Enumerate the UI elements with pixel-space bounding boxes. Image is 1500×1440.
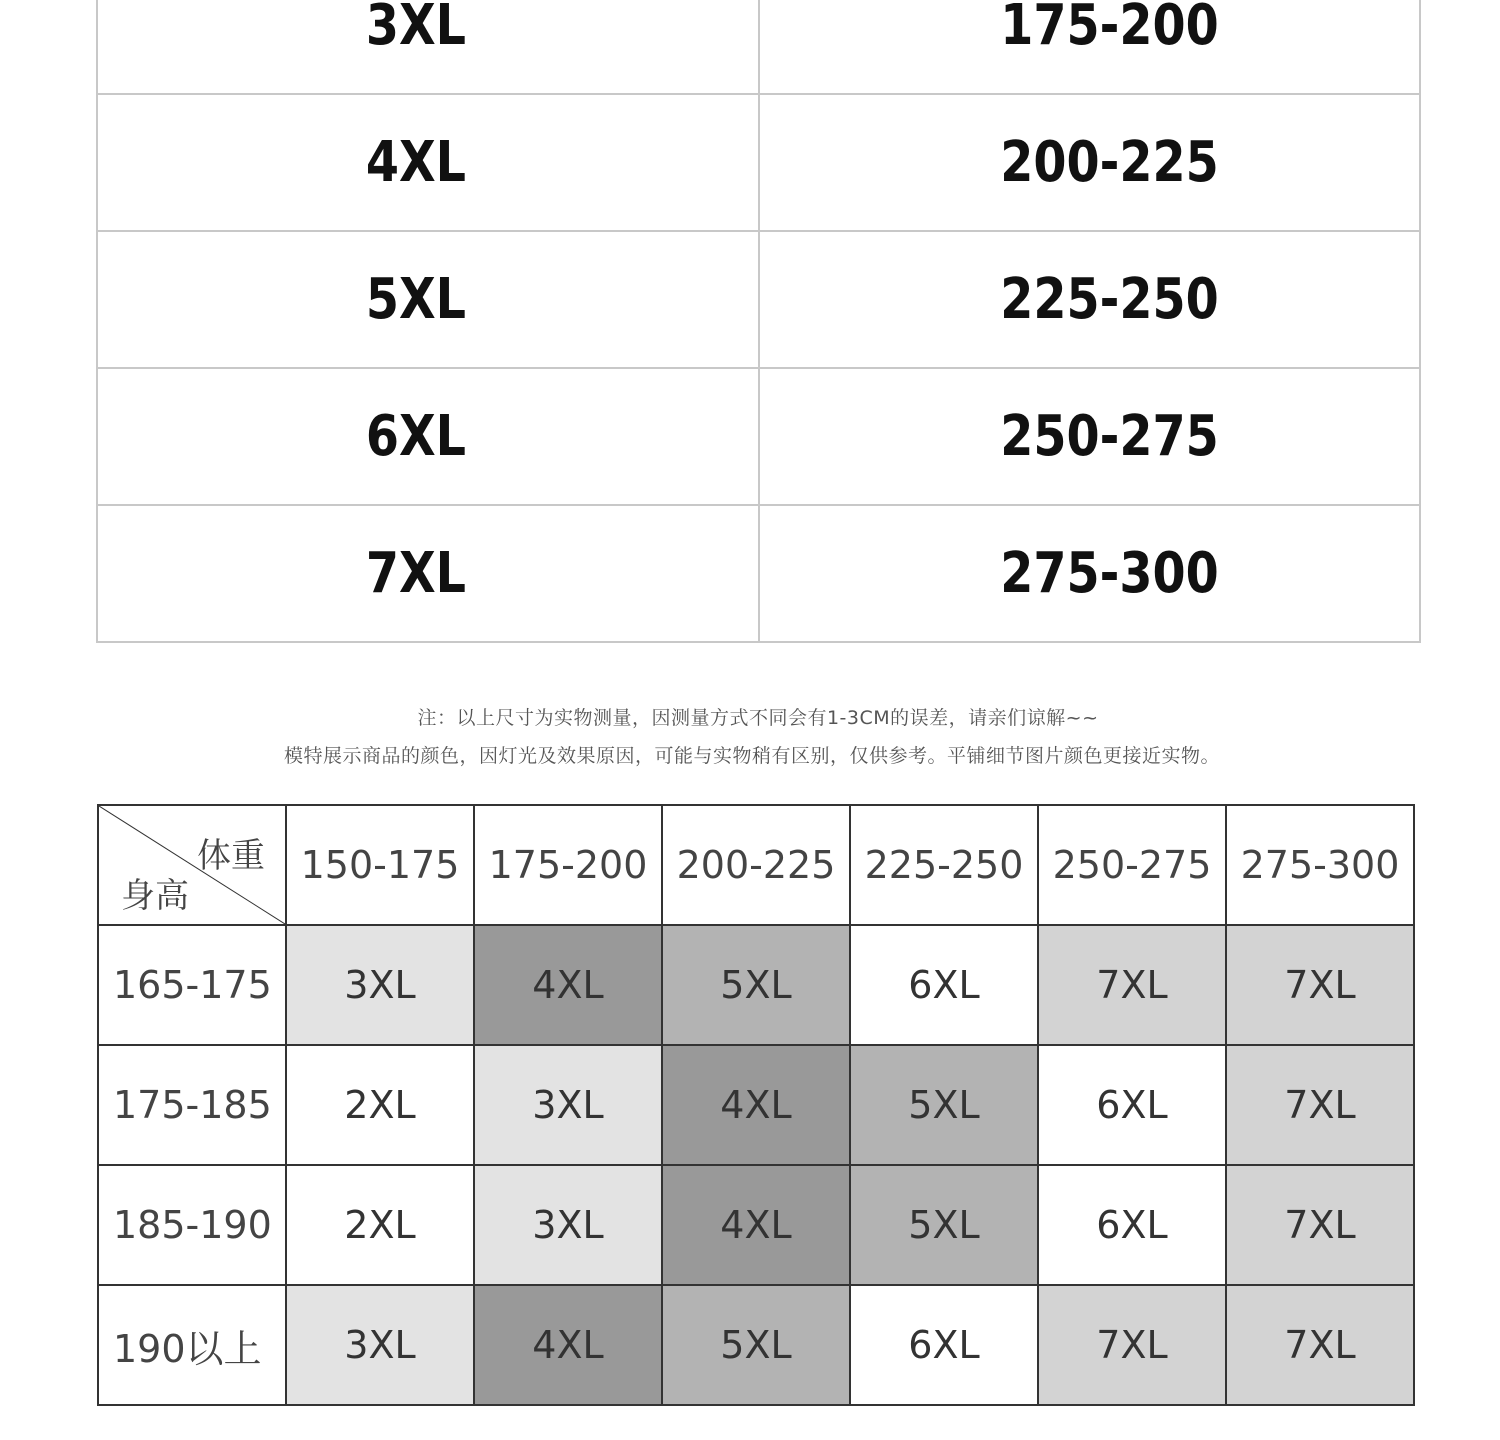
matrix-row	[98, 1165, 1414, 1285]
size-recommendation-cell: 3XL	[286, 925, 474, 1045]
size-recommendation-cell: 4XL	[662, 1165, 850, 1285]
measurement-note: 注：以上尺寸为实物测量，因测量方式不同会有1-3CM的误差，请亲们谅解~~	[417, 707, 1099, 729]
size-row	[97, 505, 1420, 642]
size-weight-table	[96, 0, 1421, 643]
weight-axis-label: 体重	[197, 836, 265, 876]
weight-header: 250-275	[1038, 805, 1226, 925]
size-recommendation-cell: 5XL	[662, 925, 850, 1045]
height-header: 165-175	[98, 925, 286, 1045]
size-recommendation-cell: 2XL	[286, 1045, 474, 1165]
size-recommendation-cell: 5XL	[850, 1165, 1038, 1285]
size-recommendation-cell: 4XL	[474, 925, 662, 1045]
size-recommendation-cell: 5XL	[662, 1285, 850, 1405]
height-header: 190以上	[98, 1285, 286, 1405]
size-recommendation-cell: 5XL	[850, 1045, 1038, 1165]
size-recommendation-cell: 7XL	[1038, 925, 1226, 1045]
weight-range-cell: 275-300	[759, 505, 1420, 642]
size-recommendation-cell: 7XL	[1226, 1285, 1414, 1405]
weight-range-cell: 225-250	[759, 231, 1420, 368]
weight-header: 150-175	[286, 805, 474, 925]
size-cell: 7XL	[97, 505, 759, 642]
size-row	[97, 368, 1420, 505]
size-recommendation-cell: 6XL	[850, 925, 1038, 1045]
weight-header: 200-225	[662, 805, 850, 925]
size-cell: 4XL	[97, 94, 759, 231]
matrix-row	[98, 1045, 1414, 1165]
size-recommendation-cell: 6XL	[1038, 1165, 1226, 1285]
weight-header: 225-250	[850, 805, 1038, 925]
size-matrix-table	[97, 804, 1415, 1406]
size-recommendation-cell: 3XL	[474, 1165, 662, 1285]
height-axis-label: 身高	[121, 876, 189, 916]
size-recommendation-cell: 6XL	[850, 1285, 1038, 1405]
size-row	[97, 231, 1420, 368]
height-header: 185-190	[98, 1165, 286, 1285]
size-recommendation-cell: 3XL	[286, 1285, 474, 1405]
weight-range-cell: 200-225	[759, 94, 1420, 231]
weight-range-cell: 250-275	[759, 368, 1420, 505]
size-row	[97, 94, 1420, 231]
size-recommendation-cell: 7XL	[1226, 1165, 1414, 1285]
corner-cell	[98, 805, 286, 925]
size-cell: 6XL	[97, 368, 759, 505]
weight-header: 275-300	[1226, 805, 1414, 925]
size-recommendation-cell: 3XL	[474, 1045, 662, 1165]
size-recommendation-cell: 7XL	[1226, 925, 1414, 1045]
height-header: 175-185	[98, 1045, 286, 1165]
color-note: 模特展示商品的颜色，因灯光及效果原因，可能与实物稍有区别，仅供参考。平铺细节图片颜色更接近实物。	[283, 745, 1220, 767]
size-recommendation-cell: 7XL	[1226, 1045, 1414, 1165]
size-recommendation-cell: 4XL	[474, 1285, 662, 1405]
size-cell: 5XL	[97, 231, 759, 368]
matrix-row	[98, 925, 1414, 1045]
size-recommendation-cell: 4XL	[662, 1045, 850, 1165]
size-cell: 3XL	[97, 0, 759, 94]
size-recommendation-cell: 6XL	[1038, 1045, 1226, 1165]
size-recommendation-cell: 2XL	[286, 1165, 474, 1285]
matrix-header-row	[98, 805, 1414, 925]
weight-range-cell: 175-200	[759, 0, 1420, 94]
matrix-row	[98, 1285, 1414, 1405]
weight-header: 175-200	[474, 805, 662, 925]
size-row	[97, 0, 1420, 94]
size-recommendation-cell: 7XL	[1038, 1285, 1226, 1405]
